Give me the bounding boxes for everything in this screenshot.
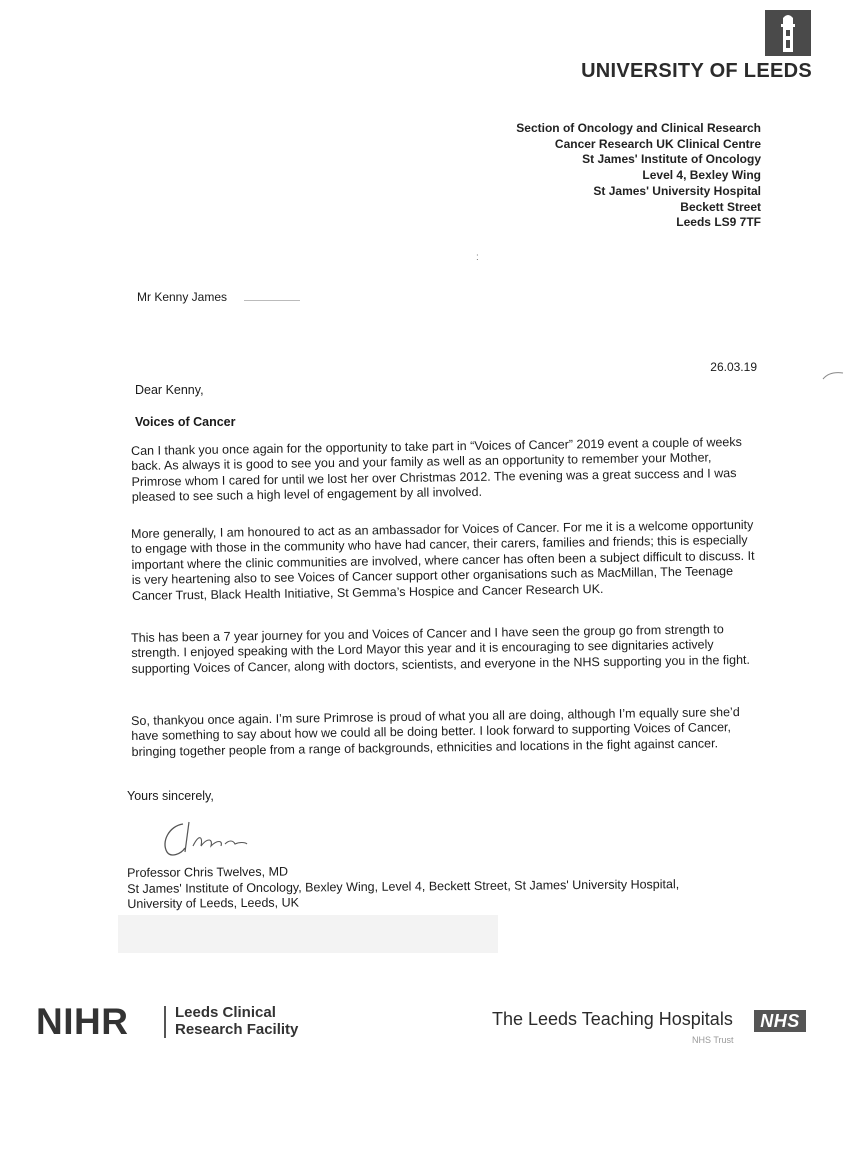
address-line: Leeds LS9 7TF	[676, 215, 761, 230]
nihr-sub-line: Leeds Clinical	[175, 1004, 276, 1021]
salutation: Dear Kenny,	[135, 383, 204, 397]
handwritten-signature	[155, 812, 305, 862]
scan-speck: :	[476, 252, 479, 263]
body-paragraph: This has been a 7 year journey for you and Voices of Cancer and I have seen the group go from strength to strength. I enjoyed speaking with the Lord Mayor this year and it is encouraging to see dignitaries actively supporting Voices of Cancer, along with doctors, scientists, and everyone in the NHS supporting you in the fight.	[131, 622, 751, 676]
signature-block	[127, 860, 767, 912]
address-line: Cancer Research UK Clinical Centre	[554, 136, 761, 151]
university-tower-logo-icon	[765, 10, 811, 56]
logo-divider	[164, 1006, 166, 1038]
letter-date: 26.03.19	[710, 360, 757, 374]
address-line: Beckett Street	[680, 199, 761, 214]
scan-edge-mark	[822, 371, 844, 381]
address-line: Level 4, Bexley Wing	[642, 168, 761, 183]
nihr-logo: NIHR	[36, 1001, 129, 1042]
nihr-sub-line: Research Facility	[175, 1021, 299, 1038]
recipient-name: Mr Kenny James	[137, 290, 228, 304]
redacted-area	[118, 915, 498, 953]
body-paragraph: More generally, I am honoured to act as an ambassador for Voices of Cancer. For me it is a welcome opportunity to engage with those in the community who have had cancer, their carers, families and friends; this is especially important where the clinic communities are involved, where cancer has often been a subject difficult to discuss. It is very heartening also to see Voices of Cancer support other organisations such as MacMillan, The Teenage Cancer Trust, Black Health Initiative, St Gemma’s Hospice and Cancer Research UK.	[131, 517, 755, 603]
body-paragraph: So, thankyou once again. I’m sure Primrose is proud of what you all are doing, although I’m equally sure she’d have something to say about how we could all be doing better. I look forward to supporting Voices of Cancer, bringing together people from a range of backgrounds, ethnicities and locations in the fight against cancer.	[131, 704, 740, 759]
university-name: UNIVERSITY OF LEEDS	[581, 60, 812, 82]
closing: Yours sincerely,	[127, 789, 214, 803]
department-address	[440, 121, 761, 231]
nhs-trust-label: NHS Trust	[692, 1035, 734, 1045]
signatory-address: University of Leeds, Leeds, UK	[127, 895, 300, 911]
address-line: St James' Institute of Oncology	[582, 152, 761, 167]
trust-name: The Leeds Teaching Hospitals	[492, 1009, 733, 1029]
address-line: Section of Oncology and Clinical Research	[516, 121, 761, 135]
address-line: St James' University Hospital	[593, 183, 761, 198]
redacted-underline	[244, 300, 300, 301]
signatory-address: St James' Institute of Oncology, Bexley Wing, Level 4, Beckett Street, St James' University Hospital,	[127, 876, 680, 896]
signatory-name: Professor Chris Twelves, MD	[127, 864, 289, 880]
letter-subject: Voices of Cancer	[135, 415, 236, 429]
nihr-facility-name	[175, 1004, 298, 1038]
nhs-logo: NHS	[754, 1010, 806, 1032]
body-paragraph: Can I thank you once again for the opportunity to take part in “Voices of Cancer” 2019 event a couple of weeks back. As always it is good to see you and your family as well as an opportunity to remember your Mother, Primrose whom I cared for until we lost her over Christmas 2012. The evening was a great success and I was pleased to see such a high level of engagement by all involved.	[131, 434, 742, 505]
